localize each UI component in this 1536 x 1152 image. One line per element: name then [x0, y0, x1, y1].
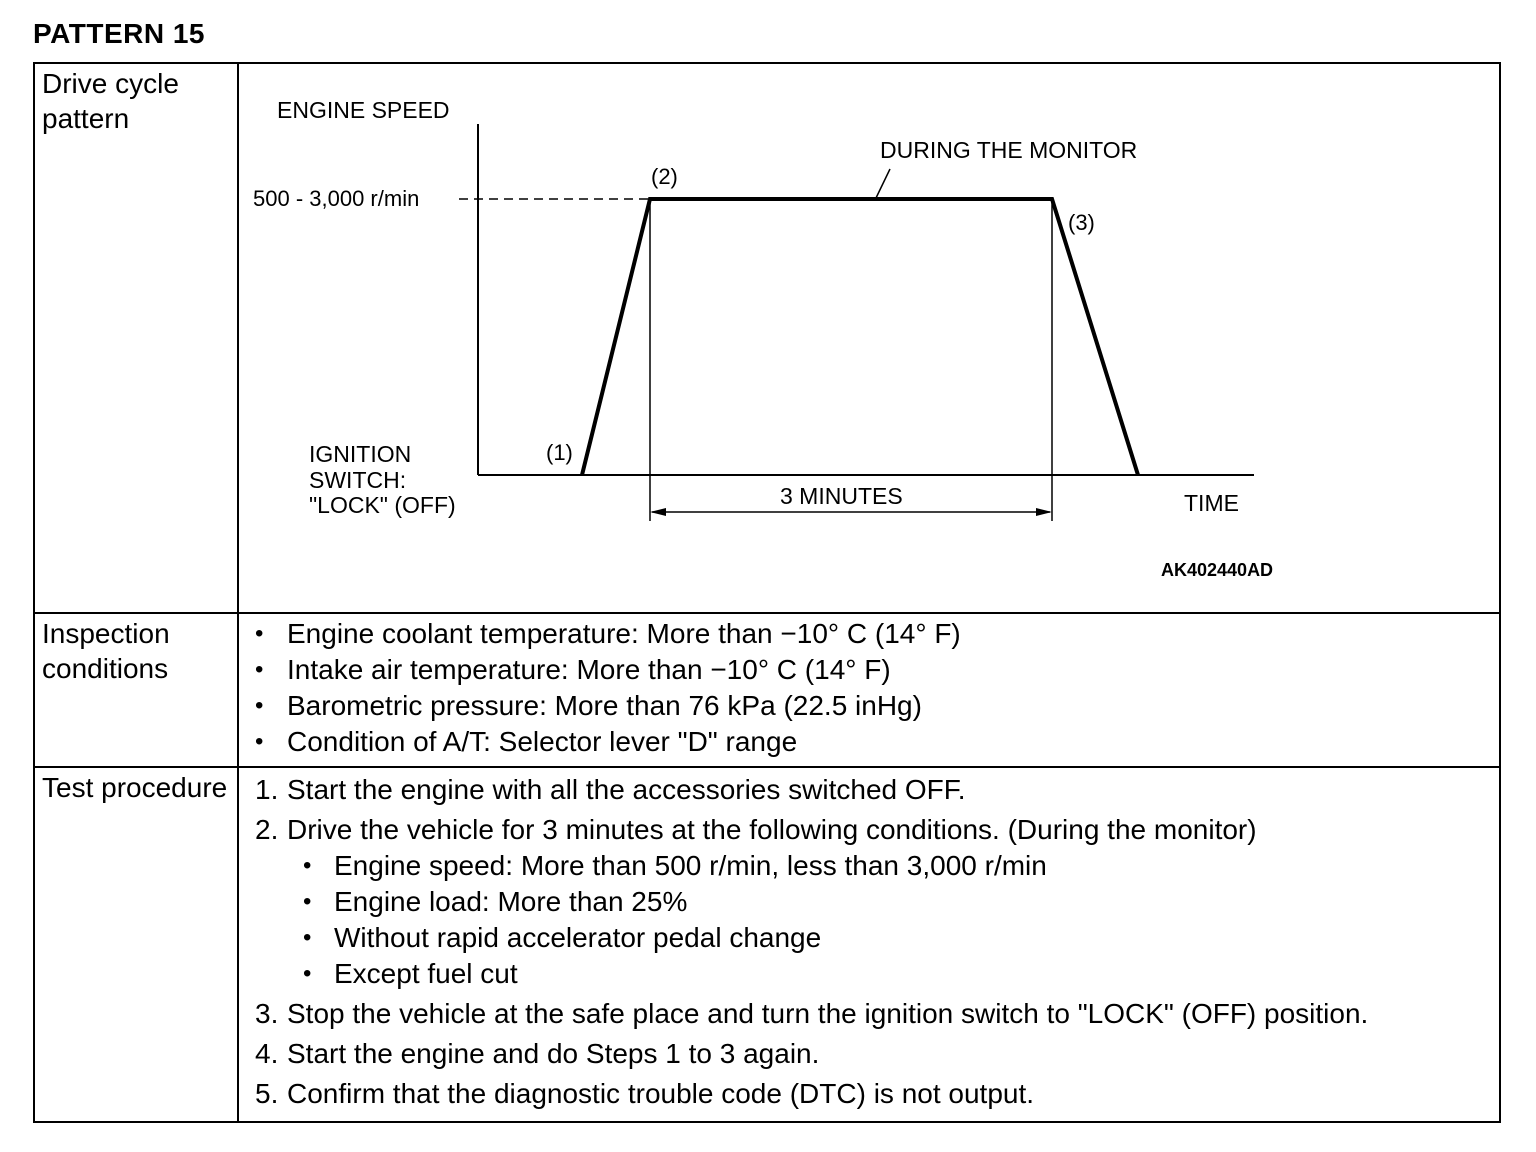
step-number: 3.	[255, 998, 279, 1029]
row-label-drive-cycle: Drive cycle pattern	[34, 63, 238, 613]
list-item: • Intake air temperature: More than −10° C (14° F)	[255, 652, 1499, 688]
list-item: • Engine load: More than 25%	[303, 884, 1499, 920]
duration-arrow-left-head	[650, 508, 666, 516]
point-label-1: (1)	[546, 440, 573, 465]
step-text: Stop the vehicle at the safe place and turn the ignition switch to "LOCK" (OFF) position.	[287, 998, 1369, 1029]
engine-speed-profile	[582, 199, 1138, 475]
duration-label: 3 MINUTES	[780, 483, 903, 509]
ignition-label-line-3: "LOCK" (OFF)	[309, 492, 456, 518]
list-item: • Barometric pressure: More than 76 kPa (22.5 inHg)	[255, 688, 1499, 724]
step-number: 1.	[255, 774, 279, 805]
step-text: Start the engine with all the accessories switched OFF.	[287, 774, 966, 805]
procedure-step	[255, 996, 1499, 1032]
table-row-test-procedure	[34, 767, 1500, 1122]
step-text: Drive the vehicle for 3 minutes at the following conditions. (During the monitor)	[287, 814, 1257, 845]
duration-arrow-right-head	[1036, 508, 1052, 516]
list-item: • Condition of A/T: Selector lever "D" range	[255, 724, 1499, 760]
monitor-leader-line	[876, 169, 890, 198]
figure-code: AK402440AD	[1161, 560, 1274, 580]
step-number: 5.	[255, 1078, 279, 1109]
drive-cycle-diagram-cell	[238, 63, 1500, 613]
inspection-conditions-list	[239, 614, 1499, 760]
test-procedure-steps	[239, 768, 1499, 1112]
page-title: PATTERN 15	[33, 18, 205, 49]
table-row-drive-cycle	[34, 63, 1500, 613]
speed-level-label: 500 - 3,000 r/min	[253, 186, 420, 211]
procedure-step	[255, 1076, 1499, 1112]
step-number: 4.	[255, 1038, 279, 1069]
drive-cycle-diagram	[239, 64, 1499, 612]
step-text: Start the engine and do Steps 1 to 3 again.	[287, 1038, 820, 1069]
point-label-2: (2)	[651, 164, 678, 189]
ignition-label-line-2: SWITCH:	[309, 467, 407, 493]
step-2-conditions-list	[255, 848, 1499, 992]
y-axis-label: ENGINE SPEED	[277, 97, 450, 123]
row-label-inspection: Inspection conditions	[34, 613, 238, 767]
procedure-step	[255, 1036, 1499, 1072]
procedure-step	[255, 812, 1499, 992]
table-row-inspection	[34, 613, 1500, 767]
list-item: • Except fuel cut	[303, 956, 1499, 992]
test-procedure-cell	[238, 767, 1500, 1122]
row-label-test-procedure: Test procedure	[34, 767, 238, 1122]
step-number: 2.	[255, 814, 279, 845]
x-axis-label: TIME	[1184, 490, 1239, 516]
list-item: • Engine speed: More than 500 r/min, less than 3,000 r/min	[303, 848, 1499, 884]
ignition-label-line-1: IGNITION	[309, 441, 412, 467]
monitor-label: DURING THE MONITOR	[880, 137, 1138, 163]
point-label-3: (3)	[1068, 210, 1095, 235]
list-item: • Without rapid accelerator pedal change	[303, 920, 1499, 956]
list-item: • Engine coolant temperature: More than −10° C (14° F)	[255, 616, 1499, 652]
drive-cycle-table	[33, 62, 1501, 1123]
step-text: Confirm that the diagnostic trouble code (DTC) is not output.	[287, 1078, 1035, 1109]
inspection-conditions-cell	[238, 613, 1500, 767]
procedure-step	[255, 772, 1499, 808]
drive-cycle-svg	[239, 64, 1497, 610]
